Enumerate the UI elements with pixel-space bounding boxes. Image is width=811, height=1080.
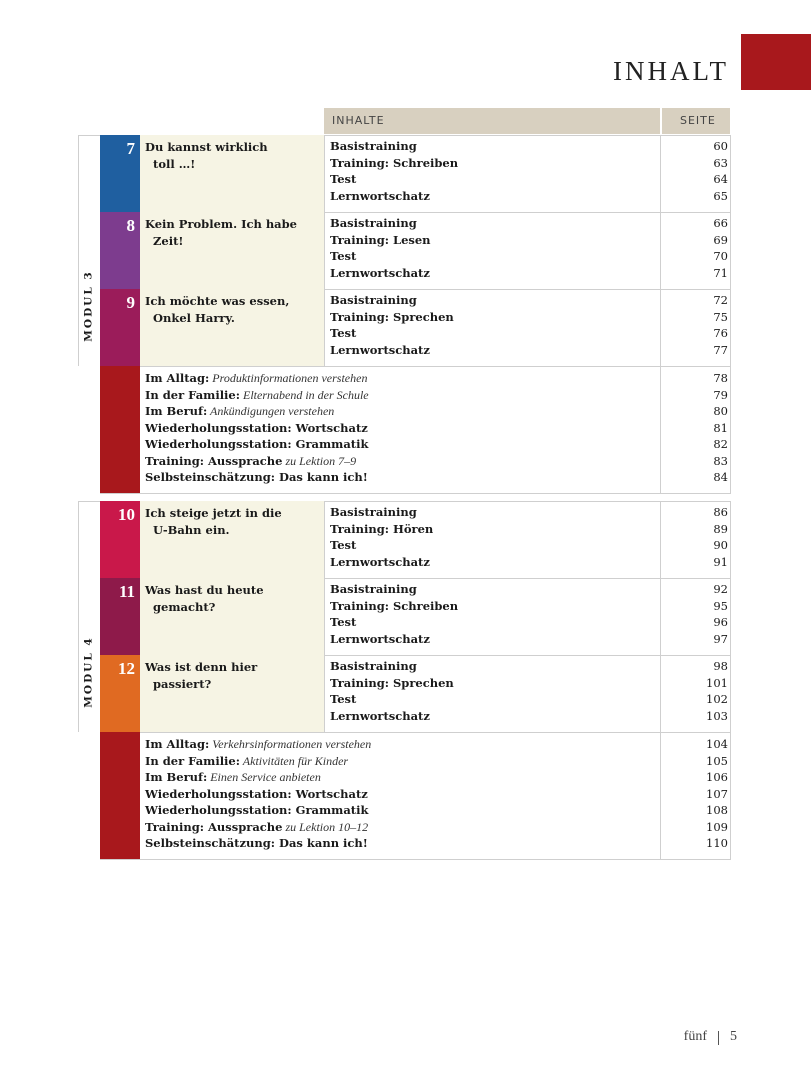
extras-items [145, 736, 728, 852]
entry-page-number: 101 [706, 675, 728, 690]
toc-entry[interactable] [145, 769, 728, 786]
entry-subtitle: zu Lektion 10–12 [282, 819, 369, 834]
entry-title: Basistraining [330, 139, 417, 153]
entry-page-number: 110 [706, 836, 728, 850]
entry-title: Selbsteinschätzung: Das kann ich! [145, 836, 368, 850]
footer-divider [718, 1031, 719, 1045]
lesson-title-box [140, 655, 325, 732]
entry-subtitle: Einen Service anbieten [207, 770, 321, 784]
entry-page-number: 92 [713, 582, 728, 596]
header-divider [660, 108, 662, 134]
toc-entry[interactable] [330, 554, 728, 571]
toc-entry[interactable] [330, 691, 728, 708]
page-column-divider [660, 501, 661, 859]
entry-title: Basistraining [330, 216, 417, 230]
entry-page-number: 86 [713, 505, 728, 519]
lesson-number: 11 [118, 582, 135, 601]
lesson-items [330, 581, 728, 647]
lesson-title [145, 659, 257, 692]
entry-title: Training: Aussprache zu Lektion 7–9 [145, 453, 357, 468]
lesson-block [100, 578, 731, 655]
entry-page-number: 109 [706, 819, 728, 834]
lesson-title-line-1: Was hast du heute [145, 583, 264, 597]
lesson-title [145, 139, 268, 172]
entry-title: Wiederholungsstation: Grammatik [145, 437, 369, 451]
entry-title: In der Familie: Elternabend in der Schule [145, 387, 369, 402]
toc-entry[interactable] [330, 581, 728, 598]
entry-title: Basistraining [330, 505, 417, 519]
entry-title: Im Alltag: Verkehrsinformationen verstehen [145, 737, 372, 751]
lesson-number-box [100, 135, 140, 212]
lesson-number-box [100, 289, 140, 366]
lesson-title-box [140, 212, 325, 289]
page-title: INHALT [613, 56, 729, 86]
toc-entry[interactable] [145, 753, 728, 770]
module-label [78, 622, 100, 722]
entry-page-number: 60 [713, 139, 728, 153]
entry-subtitle: Ankündigungen verstehen [207, 404, 335, 418]
entry-subtitle: Aktivitäten für Kinder [240, 753, 349, 768]
entry-page-number: 65 [713, 188, 728, 203]
lesson-block [100, 655, 731, 732]
toc-entry[interactable] [145, 736, 728, 753]
lesson-items [330, 215, 728, 281]
entry-page-number: 104 [706, 737, 728, 751]
module-border-right [730, 501, 731, 859]
column-divider [324, 501, 325, 578]
toc-entry[interactable] [330, 188, 728, 205]
lesson-items [330, 658, 728, 724]
entry-title: Lernwortschatz [330, 631, 430, 646]
lesson-title-line-1: Ich steige jetzt in die [145, 506, 282, 520]
footer-page-number: 5 [730, 1029, 737, 1044]
lesson-title-line-1: Du kannst wirklich [145, 140, 268, 154]
entry-title: Wiederholungsstation: Wortschatz [145, 420, 368, 435]
entry-title: Test [330, 172, 357, 186]
column-divider [324, 212, 325, 289]
lesson-title-box [140, 289, 325, 366]
toc-entry[interactable] [145, 387, 728, 404]
entry-title: Test [330, 692, 357, 706]
lesson-title-line-1: Kein Problem. Ich habe [145, 217, 297, 231]
toc-entry[interactable] [145, 420, 728, 437]
entry-title: Basistraining [330, 293, 417, 307]
entry-title: Training: Schreiben [330, 155, 459, 170]
entry-page-number: 91 [713, 554, 728, 569]
entry-title: Lernwortschatz [330, 554, 430, 569]
toc-entry[interactable] [330, 265, 728, 282]
toc-entry[interactable] [330, 248, 728, 265]
entry-title: Lernwortschatz [330, 188, 430, 203]
module-extras-block [100, 732, 731, 859]
toc-entry[interactable] [145, 436, 728, 453]
entry-subtitle: Elternabend in der Schule [240, 387, 369, 402]
entry-page-number: 64 [713, 172, 728, 186]
toc-entry[interactable] [330, 155, 728, 172]
lesson-title-line-2: passiert? [145, 676, 212, 691]
entry-page-number: 70 [713, 249, 728, 263]
toc-entry[interactable] [330, 215, 728, 232]
lesson-items [330, 138, 728, 204]
module-label-text: MODUL 4 [83, 636, 96, 708]
extras-items [145, 370, 728, 486]
lesson-title-box [140, 501, 325, 578]
entry-subtitle: zu Lektion 7–9 [282, 453, 357, 468]
entry-title: Lernwortschatz [330, 342, 430, 357]
lesson-title-box [140, 578, 325, 655]
toc-entry[interactable] [145, 786, 728, 803]
toc-entry[interactable] [145, 819, 728, 836]
lesson-title [145, 582, 264, 615]
entry-title: Im Beruf: Ankündigungen verstehen [145, 404, 335, 418]
toc-entry[interactable] [145, 370, 728, 387]
entry-page-number: 83 [713, 453, 728, 468]
toc-entry[interactable] [330, 138, 728, 155]
lesson-number: 7 [126, 139, 135, 158]
lesson-title-line-1: Ich möchte was essen, [145, 294, 290, 308]
toc-entry[interactable] [145, 835, 728, 852]
entry-page-number: 81 [713, 420, 728, 435]
lesson-number-box [100, 578, 140, 655]
module-border-bottom [100, 493, 731, 494]
entry-page-number: 98 [713, 659, 728, 673]
entry-page-number: 78 [713, 371, 728, 385]
lesson-title-line-2: Onkel Harry. [145, 310, 235, 325]
toc-entry[interactable] [145, 802, 728, 819]
toc-entry[interactable] [330, 708, 728, 725]
toc-entry[interactable] [330, 598, 728, 615]
toc-entry[interactable] [330, 504, 728, 521]
toc-entry[interactable] [330, 171, 728, 188]
entry-title: Training: Lesen [330, 232, 431, 247]
entry-title: Training: Aussprache zu Lektion 10–12 [145, 819, 369, 834]
entry-page-number: 102 [706, 692, 728, 706]
entry-title: Test [330, 538, 357, 552]
entry-title: Training: Sprechen [330, 675, 454, 690]
entry-page-number: 66 [713, 216, 728, 230]
table-header [324, 108, 730, 134]
lesson-number-box [100, 655, 140, 732]
module-label-text: MODUL 3 [83, 270, 96, 342]
entry-page-number: 97 [713, 631, 728, 646]
column-divider [324, 655, 325, 732]
entry-page-number: 103 [706, 708, 728, 723]
entry-title: Basistraining [330, 659, 417, 673]
toc-entry[interactable] [145, 453, 728, 470]
entry-page-number: 107 [706, 786, 728, 801]
page-column-divider [660, 135, 661, 493]
module-extras-block [100, 366, 731, 493]
lesson-title-line-2: toll …! [145, 156, 196, 171]
entry-page-number: 71 [713, 265, 728, 280]
entry-title: Wiederholungsstation: Wortschatz [145, 786, 368, 801]
entry-page-number: 80 [713, 404, 728, 418]
module-label [78, 256, 100, 356]
lesson-number: 10 [118, 505, 135, 524]
lesson-title-line-2: Zeit! [145, 233, 184, 248]
toc-entry[interactable] [330, 658, 728, 675]
lesson-block [100, 501, 731, 578]
entry-title: Basistraining [330, 582, 417, 596]
lesson-title [145, 216, 297, 249]
entry-title: In der Familie: Aktivitäten für Kinder [145, 753, 349, 768]
entry-title: Wiederholungsstation: Grammatik [145, 803, 369, 817]
entry-title: Selbsteinschätzung: Das kann ich! [145, 470, 368, 484]
entry-page-number: 75 [713, 309, 728, 324]
entry-title: Test [330, 615, 357, 629]
lesson-block [100, 135, 731, 212]
toc-entry[interactable] [330, 537, 728, 554]
entry-title: Training: Hören [330, 521, 434, 536]
toc-entry[interactable] [330, 309, 728, 326]
entry-page-number: 69 [713, 232, 728, 247]
toc-entry[interactable] [330, 292, 728, 309]
footer-page-word: fünf [683, 1029, 707, 1044]
entry-title: Lernwortschatz [330, 708, 430, 723]
column-divider [324, 135, 325, 212]
lesson-title-box [140, 135, 325, 212]
lesson-title-line-2: gemacht? [145, 599, 216, 614]
entry-page-number: 90 [713, 538, 728, 552]
toc-entry[interactable] [330, 521, 728, 538]
entry-page-number: 96 [713, 615, 728, 629]
lesson-number: 9 [126, 293, 135, 312]
module-border-right [730, 135, 731, 493]
lesson-number-box [100, 212, 140, 289]
corner-tab [741, 34, 811, 90]
toc-entry[interactable] [330, 232, 728, 249]
lesson-block [100, 289, 731, 366]
entry-page-number: 106 [706, 770, 728, 784]
lesson-title-line-1: Was ist denn hier [145, 660, 258, 674]
entry-page-number: 84 [713, 470, 728, 484]
lesson-title [145, 293, 289, 326]
entry-subtitle: Verkehrsinformationen verstehen [209, 737, 372, 751]
entry-title: Test [330, 249, 357, 263]
toc-entry[interactable] [330, 614, 728, 631]
extras-color-bar [100, 732, 140, 859]
toc-entry[interactable] [145, 403, 728, 420]
toc-entry[interactable] [145, 469, 728, 486]
header-content-label: INHALTE [332, 114, 385, 127]
lesson-items [330, 504, 728, 570]
lesson-number-box [100, 501, 140, 578]
entry-title: Training: Schreiben [330, 598, 459, 613]
entry-page-number: 63 [713, 155, 728, 170]
entry-page-number: 79 [713, 387, 728, 402]
toc-entry[interactable] [330, 631, 728, 648]
toc-entry[interactable] [330, 325, 728, 342]
entry-page-number: 72 [713, 293, 728, 307]
lesson-title-line-2: U-Bahn ein. [145, 522, 230, 537]
entry-page-number: 108 [706, 803, 728, 817]
toc-entry[interactable] [330, 342, 728, 359]
lesson-number: 8 [126, 216, 135, 235]
column-divider [324, 289, 325, 366]
module-border-bottom [100, 859, 731, 860]
entry-title: Lernwortschatz [330, 265, 430, 280]
extras-color-bar [100, 366, 140, 493]
entry-page-number: 76 [713, 326, 728, 340]
entry-title: Training: Sprechen [330, 309, 454, 324]
entry-page-number: 77 [713, 342, 728, 357]
header-page-label: SEITE [680, 114, 716, 127]
entry-title: Test [330, 326, 357, 340]
entry-page-number: 95 [713, 598, 728, 613]
lesson-block [100, 212, 731, 289]
column-divider [324, 578, 325, 655]
entry-page-number: 82 [713, 437, 728, 451]
entry-title: Im Beruf: Einen Service anbieten [145, 770, 321, 784]
lesson-number: 12 [118, 659, 135, 678]
toc-entry[interactable] [330, 675, 728, 692]
entry-page-number: 89 [713, 521, 728, 536]
lesson-items [330, 292, 728, 358]
lesson-title [145, 505, 282, 538]
entry-page-number: 105 [706, 753, 728, 768]
entry-subtitle: Produktinformationen verstehen [209, 371, 368, 385]
entry-title: Im Alltag: Produktinformationen verstehen [145, 371, 368, 385]
